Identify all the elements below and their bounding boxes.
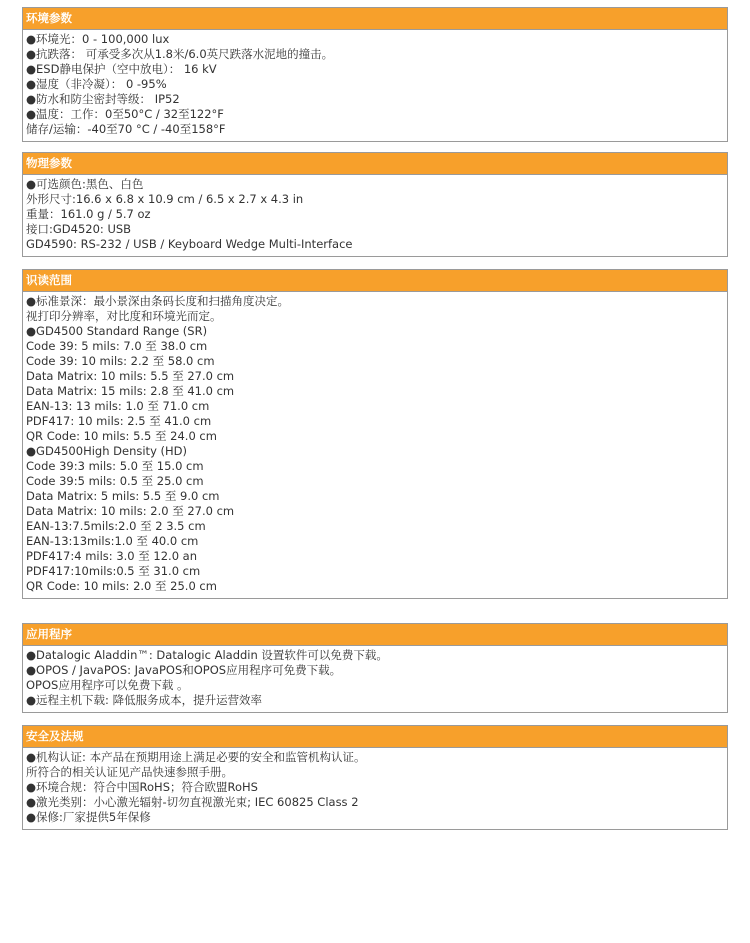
spec-line: Data Matrix: 10 mils: 2.0 至 27.0 cm [26, 504, 235, 518]
spec-line: ●GD4500 Standard Range (SR) [26, 324, 208, 338]
section-body [23, 646, 727, 710]
spec-line: ●标准景深：最小景深由条码长度和扫描角度决定。 [26, 294, 290, 308]
spec-line: Data Matrix: 5 mils: 5.5 至 9.0 cm [26, 489, 220, 503]
spec-line: ●温度：工作：0至50°C / 32至122°F [26, 107, 224, 121]
spec-line: EAN-13:7.5mils:2.0 至 2 3.5 cm [26, 519, 206, 533]
spec-line: PDF417:4 mils: 3.0 至 12.0 an [26, 549, 198, 563]
spec-line: QR Code: 10 mils: 2.0 至 25.0 cm [26, 579, 217, 593]
spec-line: ●湿度（非冷凝）： 0 -95% [26, 77, 167, 91]
spec-line: Code 39: 5 mils: 7.0 至 38.0 cm [26, 339, 208, 353]
spec-line: ●ESD静电保护（空中放电）： 16 kV [26, 62, 217, 76]
spec-line: Code 39:5 mils: 0.5 至 25.0 cm [26, 474, 204, 488]
spec-line: ●环境合规：符合中国RoHS；符合欧盟RoHS [26, 780, 258, 794]
spec-line: 接口:GD4520: USB [26, 222, 132, 236]
spec-line: 重量：161.0 g / 5.7 oz [26, 207, 151, 221]
section-title: 应用程序 [23, 624, 727, 646]
section-body [23, 748, 727, 827]
spec-line: ●环境光：0 - 100,000 lux [26, 32, 170, 46]
spec-line: Data Matrix: 15 mils: 2.8 至 41.0 cm [26, 384, 235, 398]
section-applications [22, 623, 728, 713]
spec-line: EAN-13:13mils:1.0 至 40.0 cm [26, 534, 199, 548]
section-body [23, 175, 727, 254]
section-body [23, 30, 727, 139]
section-environment [22, 7, 728, 142]
spec-line: Code 39: 10 mils: 2.2 至 58.0 cm [26, 354, 215, 368]
section-title: 安全及法规 [23, 726, 727, 748]
spec-line: 所符合的相关认证见产品快速参照手册。 [26, 765, 233, 779]
section-title: 环境参数 [23, 8, 727, 30]
spec-line: ●保修:厂家提供5年保修 [26, 810, 151, 824]
spec-line: Code 39:3 mils: 5.0 至 15.0 cm [26, 459, 204, 473]
spec-line: ●GD4500High Density (HD) [26, 444, 188, 458]
spec-line: 储存/运输：-40至70 °C / -40至158°F [26, 122, 226, 136]
section-physical [22, 152, 728, 257]
spec-line: GD4590: RS-232 / USB / Keyboard Wedge Multi-Interface [26, 237, 353, 251]
spec-line: ●OPOS / JavaPOS: JavaPOS和OPOS应用程序可免费下载。 [26, 663, 342, 677]
spec-line: ●防水和防尘密封等级： IP52 [26, 92, 180, 106]
section-safety-regulatory [22, 725, 728, 830]
section-reading-range [22, 269, 728, 599]
spec-line: ●抗跌落： 可承受多次从1.8米/6.0英尺跌落水泥地的撞击。 [26, 47, 334, 61]
spec-line: 视打印分辨率，对比度和环境光而定。 [26, 309, 222, 323]
spec-line: 外形尺寸:16.6 x 6.8 x 10.9 cm / 6.5 x 2.7 x 4.3 in [26, 192, 304, 206]
spec-line: OPOS应用程序可以免费下载 。 [26, 678, 189, 692]
spec-line: ●Datalogic Aladdin™: Datalogic Aladdin 设置软件可以免费下载。 [26, 648, 388, 662]
section-title: 识读范围 [23, 270, 727, 292]
spec-line: EAN-13: 13 mils: 1.0 至 71.0 cm [26, 399, 210, 413]
spec-line: PDF417:10mils:0.5 至 31.0 cm [26, 564, 201, 578]
spec-line: ●机构认证: 本产品在预期用途上满足必要的安全和监管机构认证。 [26, 750, 366, 764]
section-body [23, 292, 727, 596]
spec-line: ●激光类别：小心激光辐射-切勿直视激光束; IEC 60825 Class 2 [26, 795, 359, 809]
spec-line: QR Code: 10 mils: 5.5 至 24.0 cm [26, 429, 217, 443]
spec-line: Data Matrix: 10 mils: 5.5 至 27.0 cm [26, 369, 235, 383]
section-title: 物理参数 [23, 153, 727, 175]
spec-line: PDF417: 10 mils: 2.5 至 41.0 cm [26, 414, 212, 428]
spec-line: ●远程主机下载: 降低服务成本，提升运营效率 [26, 693, 263, 707]
spec-line: ●可选颜色:黑色、白色 [26, 177, 144, 191]
